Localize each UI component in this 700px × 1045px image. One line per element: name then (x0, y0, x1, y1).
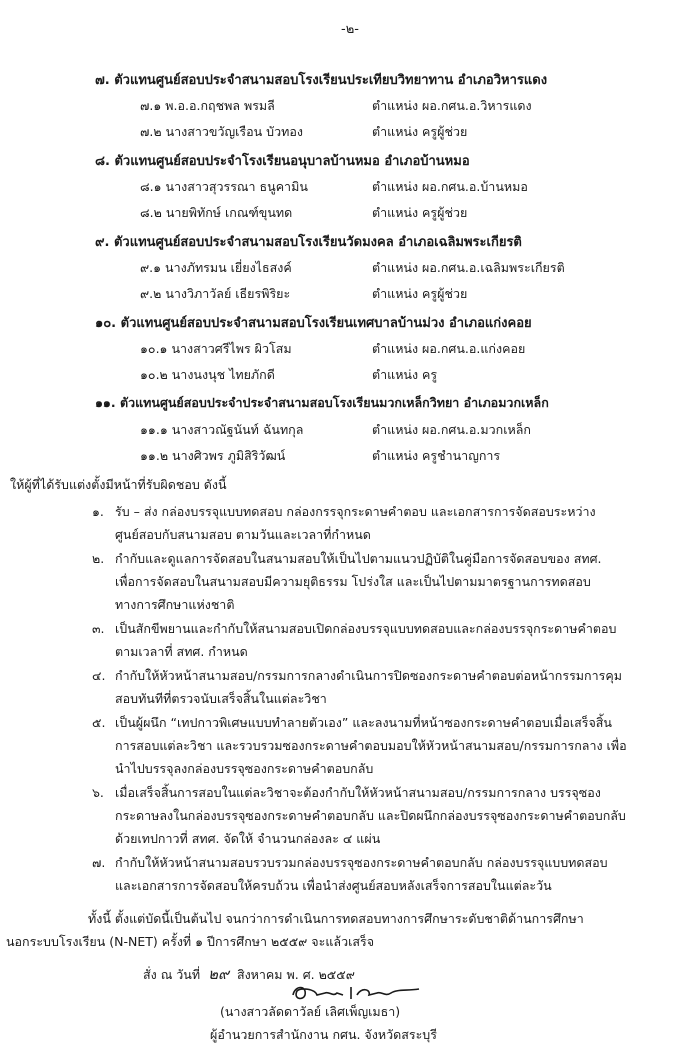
signatory-name: (นางสาวลัดดาวัลย์ เลิศเพ็ญเมธา) (220, 1004, 401, 1019)
duty-number: ๕. (92, 715, 106, 730)
member-name: ๗.๑ พ.อ.อ.กฤชพล พรมลี (140, 98, 275, 113)
member-position: ตำแหน่ง ครูผู้ช่วย (372, 205, 468, 220)
member-position: ตำแหน่ง ผอ.กศน.อ.มวกเหล็ก (372, 422, 531, 437)
member-position: ตำแหน่ง ผอ.กศน.อ.เฉลิมพระเกียรติ (372, 260, 565, 275)
duty-line: เพื่อการจัดสอบในสนามสอบมีความยุติธรรม โปร่งใส และเป็นไปตามมาตรฐานการทดสอบ (115, 574, 591, 589)
duty-number: ๑. (92, 504, 104, 519)
duty-line: สอบทันทีที่ตรวจนับเสร็จสิ้นในแต่ละวิชา (115, 691, 327, 706)
duty-line: รับ – ส่ง กล่องบรรจุแบบทดสอบ กล่องกรรจุกระดาษคำตอบ และเอกสารการจัดสอบระหว่าง (115, 504, 596, 519)
duty-line: เป็นผู้ผนึก “เทปกาวพิเศษแบบทำลายตัวเอง” และลงนามที่หน้าซองกระดาษคำตอบเมื่อเสร็จสิ้น (115, 715, 612, 730)
duties-intro: ให้ผู้ที่ได้รับแต่งตั้งมีหน้าที่รับผิดชอบ ดังนี้ (10, 477, 227, 492)
member-name: ๙.๒ นางวิภาวัลย์ เธียรพิริยะ (140, 286, 291, 301)
section-heading: ๑๐. ตัวแทนศูนย์สอบประจำสนามสอบโรงเรียนเทศบาลบ้านม่วง อำเภอแก่งคอย (95, 316, 532, 331)
duty-number: ๖. (92, 785, 104, 800)
member-name: ๗.๒ นางสาวขวัญเรือน บัวทอง (140, 124, 303, 139)
duty-line: ตามเวลาที่ สทศ. กำหนด (115, 644, 248, 659)
member-position: ตำแหน่ง ครู (372, 367, 438, 382)
member-position: ตำแหน่ง ครูผู้ช่วย (372, 286, 468, 301)
member-position: ตำแหน่ง ครูชำนาญการ (372, 448, 501, 463)
section-heading: ๙. ตัวแทนศูนย์สอบประจำสนามสอบโรงเรียนวัดมงคล อำเภอเฉลิมพระเกียรติ (95, 235, 522, 250)
section-heading: ๗. ตัวแทนศูนย์สอบประจำสนามสอบโรงเรียนประเทียบวิทยาทาน อำเภอวิหารแดง (95, 73, 548, 88)
member-name: ๘.๒ นายพิทักษ์ เกณฑ์ขุนทด (140, 205, 293, 220)
duty-line: กระดาษลงในกล่องบรรจุซองกระดาษคำตอบกลับ และปิดผนึกกล่องบรรจุซองกระดาษคำตอบกลับ (115, 808, 626, 823)
member-position: ตำแหน่ง ผอ.กศน.อ.แก่งคอย (372, 341, 526, 356)
duty-line: ทางการศึกษาแห่งชาติ (115, 597, 235, 612)
member-position: ตำแหน่ง ครูผู้ช่วย (372, 124, 468, 139)
duty-line: การสอบแต่ละวิชา และรวบรวมซองกระดาษคำตอบมอบให้หัวหน้าสนามสอบ/กรรมการกลาง เพื่อ (115, 738, 627, 753)
page-number: -๒- (341, 22, 359, 37)
section-heading: ๑๑. ตัวแทนศูนย์สอบประจำประจำสนามสอบโรงเรียนมวกเหล็กวิทยา อำเภอมวกเหล็ก (95, 395, 549, 410)
date-rest: สิงหาคม พ. ศ. ๒๕๕๙ (236, 967, 355, 982)
member-name: ๑๑.๒ นางศิวพร ภูมิสิริวัฒน์ (140, 448, 286, 463)
member-name: ๙.๑ นางภัทรมน เยี่ยงไธสงค์ (140, 260, 292, 275)
signatory-title: ผู้อำนวยการสำนักงาน กศน. จังหวัดสระบุรี (210, 1027, 437, 1042)
duty-number: ๔. (92, 668, 106, 683)
duty-line: นำไปบรรจุลงกล่องบรรจุซองกระดาษคำตอบกลับ (115, 761, 374, 776)
handwritten-signature (285, 983, 425, 1003)
date-prefix: สั่ง ณ วันที่ (143, 967, 201, 982)
member-position: ตำแหน่ง ผอ.กศน.อ.บ้านหมอ (372, 179, 528, 194)
duty-line: กำกับและดูแลการจัดสอบในสนามสอบให้เป็นไปตามแนวปฏิบัติในคู่มือการจัดสอบของ สทศ. (115, 551, 602, 566)
duty-number: ๗. (92, 855, 106, 870)
member-name: ๘.๑ นางสาวสุวรรณา ธนูคามิน (140, 179, 308, 194)
member-name: ๑๐.๒ นางนงนุช ไทยภักดี (140, 367, 275, 382)
duty-line: เมื่อเสร็จสิ้นการสอบในแต่ละวิชาจะต้องกำกับให้หัวหน้าสนามสอบ/กรรมการกลาง บรรจุซอง (115, 785, 601, 800)
member-name: ๑๑.๑ นางสาวณัฐนันท์ ฉันทกุล (140, 422, 304, 437)
closing-line-2: นอกระบบโรงเรียน (N-NET) ครั้งที่ ๑ ปีการศึกษา ๒๕๕๙ จะแล้วเสร็จ (6, 934, 375, 949)
duty-line: เป็นสักขีพยานและกำกับให้สนามสอบเปิดกล่องบรรจุแบบทดสอบและกล่องบรรจุกระดาษคำตอบ (115, 621, 617, 636)
section-heading: ๘. ตัวแทนศูนย์สอบประจำโรงเรียนอนุบาลบ้านหมอ อำเภอบ้านหมอ (95, 154, 470, 169)
duty-number: ๒. (92, 551, 105, 566)
date-day: ๒๙ (208, 965, 229, 983)
member-position: ตำแหน่ง ผอ.กศน.อ.วิหารแดง (372, 98, 532, 113)
duty-line: กำกับให้หัวหน้าสนามสอบ/กรรมการกลางดำเนินการปิดซองกระดาษคำตอบต่อหน้ากรรมการคุม (115, 668, 622, 683)
member-name: ๑๐.๑ นางสาวศรีไพร ผิวโสม (140, 341, 292, 356)
duty-number: ๓. (92, 621, 105, 636)
duty-line: และเอกสารการจัดสอบให้ครบถ้วน เพื่อนำส่งศูนย์สอบหลังเสร็จการสอบในแต่ละวัน (115, 878, 552, 893)
duty-line: กำกับให้หัวหน้าสนามสอบรวบรวมกล่องบรรจุซองกระดาษคำตอบกลับ กล่องบรรจุแบบทดสอบ (115, 855, 608, 870)
duty-line: ด้วยเทปกาวที่ สทศ. จัดให้ จำนวนกล่องละ ๔ แผ่น (115, 831, 381, 846)
duty-line: ศูนย์สอบกับสนามสอบ ตามวันและเวลาที่กำหนด (115, 527, 371, 542)
closing-line-1: ทั้งนี้ ตั้งแต่บัดนี้เป็นต้นไป จนกว่าการดำเนินการทดสอบทางการศึกษาระดับชาติด้านการศึกษา (88, 911, 584, 926)
